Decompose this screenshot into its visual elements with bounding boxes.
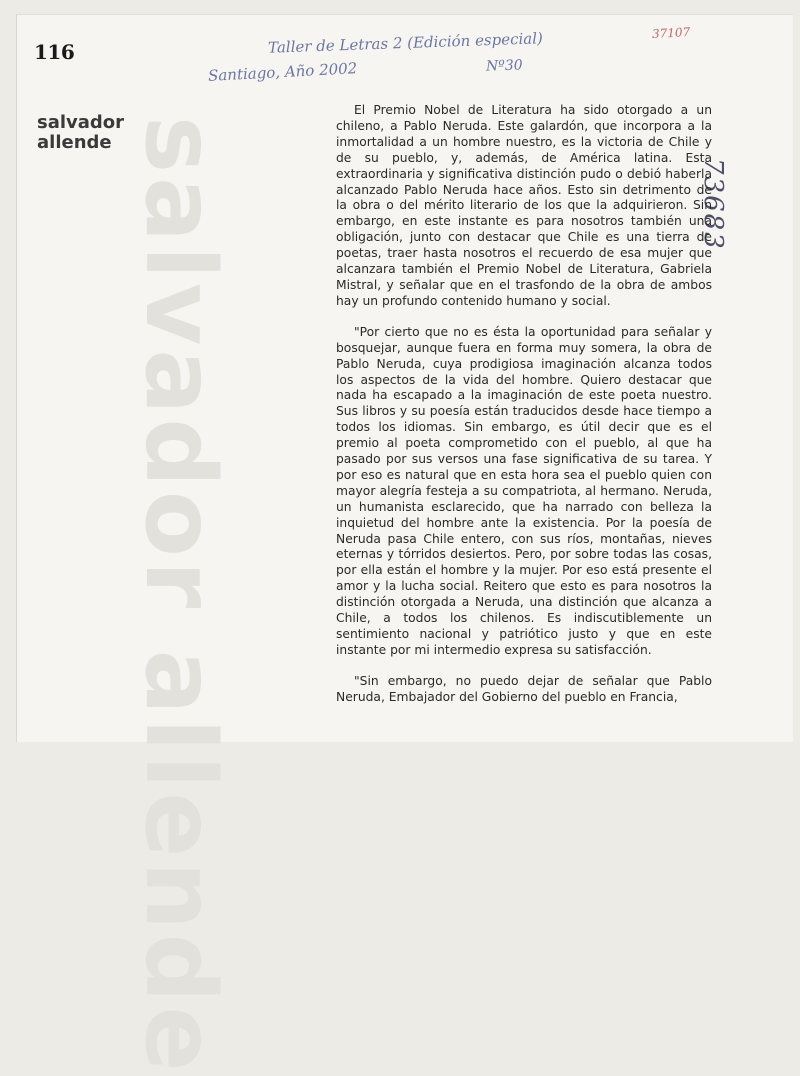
handwritten-issue-note: Nº30 [485, 57, 523, 75]
author-last-name: allende [37, 132, 112, 153]
article-paragraph-1: El Premio Nobel de Literatura ha sido otorgado a un chileno, a Pablo Neruda. Este galardón, que incorpora a la inmortalidad a un hombre nuestro, es la victoria de Chile y de su pueblo, y, además, de América latina. Esta extraordinaria y significativa distinción pudo o debió haberla alcanzado Pablo Neruda hace años. Esto sin detrimento de la obra o del mérito literario de los que la adquirieron. Sin embargo, en este instante es para nosotros también una obligación, junto con destacar que Chile es una tierra de poetas, traer hasta nosotros el recuerdo de esa mujer que alcanzara también el Premio Nobel de Literatura, Gabriela Mistral, y señalar que en el trasfondo de la obra de ambos hay un profundo contenido humano y social. [336, 103, 712, 308]
author-first-name: salvador [37, 112, 125, 133]
handwritten-source-note: Taller de Letras 2 (Edición especial) [267, 29, 544, 57]
article-paragraph-2: "Por cierto que no es ésta la oportunidad para señalar y bosquejar, aunque fuera en forma muy somera, la obra de Pablo Neruda, cuya prodigiosa imaginación alcanza todos los aspectos de la vida del hombre. Quiero destacar que nada ha escapado a la imaginación de este poeta nuestro. Sus libros y su poesía están traducidos desde hace tiempo a todos los idiomas. Sin embargo, es útil decir que es el premio al poeta comprometido con el pueblo, al que ha pasado por sus versos una fase significativa de su tarea. Y por eso es natural que en esta hora sea el pueblo quien con mayor alegría festeja a su compatriota, al hermano. Neruda, un humanista esclarecido, que ha narrado con belleza la inquietud del hombre ante la existencia. Por la poesía de Neruda pasa Chile entero, con sus ríos, montañas, nieves eternas y tórridos desiertos. Pero, por sobre todas las cosas, por ella están el hombre y la mujer. Por eso está presente el amor y la lucha social. Reitero que esto es para nosotros la distinción otorgada a Neruda, una distinción que alcanza a Chile, a todos los chilenos. Es indiscutiblemente un sentimiento nacional y patriótico justo y que en este instante por mi intermedio expresa su satisfacción. [336, 324, 712, 657]
article-body [336, 103, 712, 706]
article-paragraph-3: "Sin embargo, no puedo dejar de señalar que Pablo Neruda, Embajador del Gobierno del pueblo en Francia, [336, 673, 712, 704]
author-name [37, 113, 124, 153]
handwritten-location-note: Santiago, Año 2002 [207, 59, 358, 85]
page-number: 116 [34, 40, 75, 64]
background-watermark: salvador allende [124, 116, 236, 1076]
handwritten-margin-code: 73683 [698, 158, 728, 251]
handwritten-reference-number: 37107 [651, 25, 691, 41]
